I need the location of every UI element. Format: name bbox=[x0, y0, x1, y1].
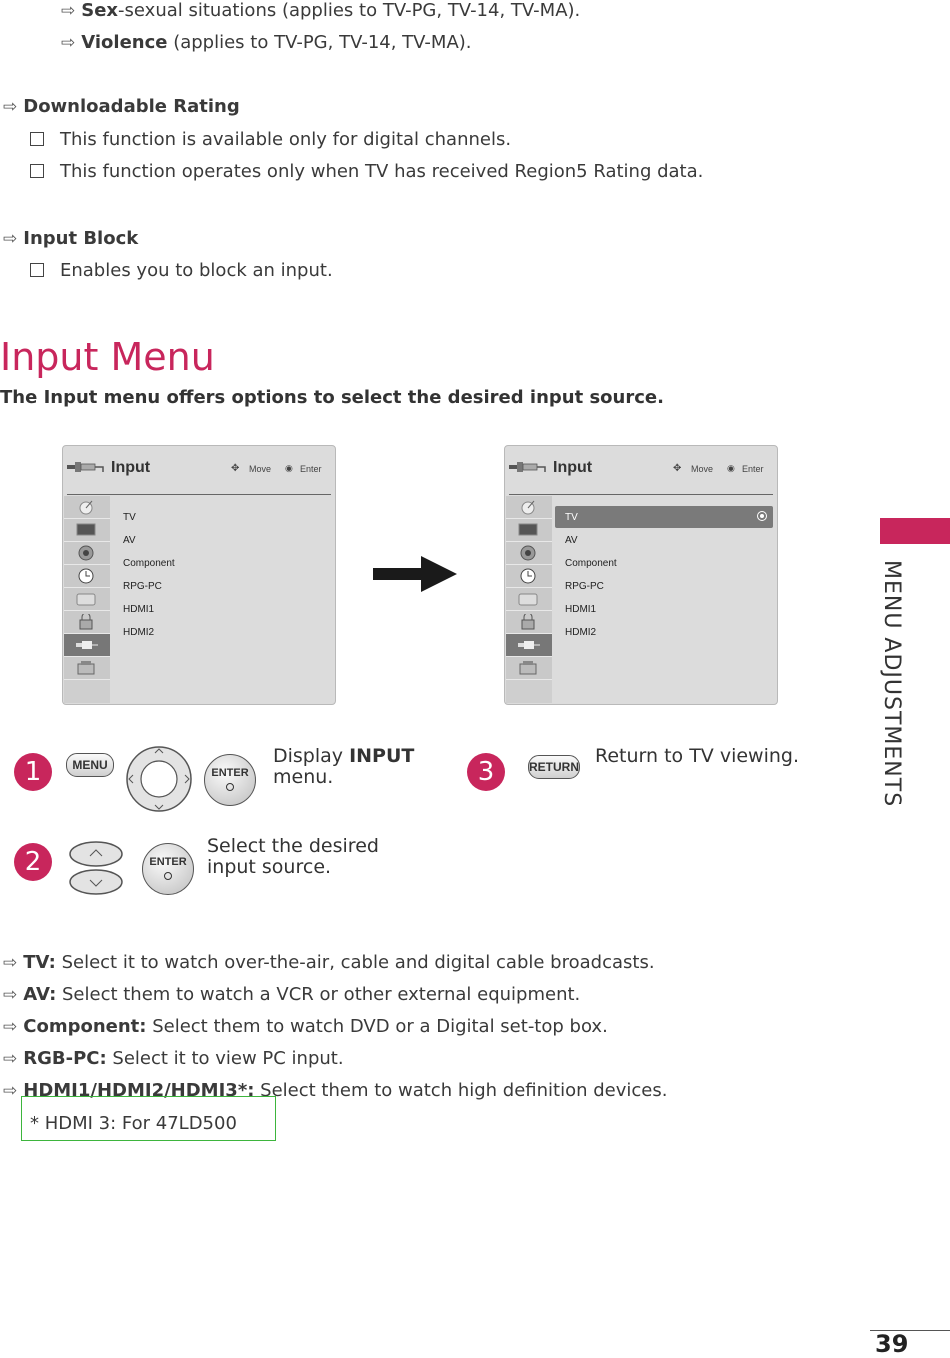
arrow-icon: ⇨ bbox=[3, 953, 18, 973]
selected-item-highlight[interactable] bbox=[555, 506, 773, 528]
sex-label: Sex bbox=[81, 0, 119, 21]
menu-title: Input bbox=[111, 459, 151, 476]
usb-icon[interactable] bbox=[64, 657, 110, 680]
menu-item-av[interactable]: AV bbox=[123, 535, 136, 546]
step-2-text: Select the desired input source. bbox=[207, 835, 379, 878]
plug-icon bbox=[509, 460, 549, 474]
enter-button[interactable] bbox=[204, 754, 256, 806]
arrow-icon: ⇨ bbox=[3, 1017, 18, 1037]
move-label: Move bbox=[691, 464, 714, 474]
page-number: 39 bbox=[875, 1330, 909, 1358]
downloadable-label: Downloadable Rating bbox=[23, 96, 240, 117]
downloadable-heading bbox=[3, 96, 240, 117]
move-icon: ✥ bbox=[231, 463, 240, 474]
plug-icon bbox=[67, 460, 107, 474]
up-down-button-icon[interactable] bbox=[68, 840, 124, 896]
enter-dot-icon bbox=[226, 783, 234, 791]
step-2-badge: 2 bbox=[14, 843, 52, 881]
audio-icon[interactable] bbox=[64, 542, 110, 565]
desc-av: ⇨ AV: Select them to watch a VCR or other external equipment. bbox=[3, 984, 581, 1005]
enter-icon: ◉ bbox=[285, 463, 293, 473]
antenna-icon[interactable] bbox=[64, 496, 110, 519]
move-icon: ✥ bbox=[673, 463, 682, 474]
picture-icon[interactable] bbox=[506, 519, 552, 542]
checkbox-icon bbox=[30, 263, 44, 277]
section-title: Input Menu bbox=[0, 335, 215, 379]
menu-item-av[interactable]: AV bbox=[565, 535, 578, 546]
enter-icon: ◉ bbox=[727, 463, 735, 473]
option-icon[interactable] bbox=[64, 588, 110, 611]
divider bbox=[509, 494, 773, 495]
divider bbox=[67, 494, 331, 495]
input-menu-panel-after bbox=[504, 445, 778, 705]
nav-dpad-icon[interactable] bbox=[125, 745, 193, 813]
input-block-bullet-1 bbox=[30, 260, 333, 281]
bullet-text: This function is available only for digital channels. bbox=[60, 129, 512, 150]
arrow-icon: ⇨ bbox=[3, 1049, 18, 1069]
side-tab-marker bbox=[880, 518, 950, 544]
footnote: * HDMI 3: For 47LD500 bbox=[30, 1113, 237, 1134]
downloadable-bullet-1 bbox=[30, 129, 511, 150]
lock-icon[interactable] bbox=[64, 611, 110, 634]
desc-component: ⇨ Component: Select them to watch DVD or a Digital set-top box. bbox=[3, 1016, 608, 1037]
menu-button[interactable]: MENU bbox=[66, 753, 114, 777]
arrow-icon: ⇨ bbox=[61, 1, 76, 21]
arrow-icon: ⇨ bbox=[61, 33, 76, 53]
clock-icon[interactable] bbox=[506, 565, 552, 588]
picture-icon[interactable] bbox=[64, 519, 110, 542]
input-icon[interactable] bbox=[64, 634, 110, 657]
menu-item-hdmi1[interactable]: HDMI1 bbox=[565, 604, 597, 615]
audio-icon[interactable] bbox=[506, 542, 552, 565]
category-icon-column bbox=[506, 496, 552, 703]
menu-item-tv[interactable]: TV bbox=[565, 512, 578, 523]
category-icon-column bbox=[64, 496, 110, 703]
enter-label: Enter bbox=[742, 464, 764, 474]
menu-item-hdmi2[interactable]: HDMI2 bbox=[565, 627, 597, 638]
enter-dot-icon bbox=[757, 511, 767, 521]
checkbox-icon bbox=[30, 164, 44, 178]
menu-item-tv[interactable]: TV bbox=[123, 512, 136, 523]
antenna-icon[interactable] bbox=[506, 496, 552, 519]
violence-text: (applies to TV-PG, TV-14, TV-MA). bbox=[167, 32, 472, 53]
menu-item-component[interactable]: Component bbox=[565, 558, 617, 569]
enter-button[interactable] bbox=[142, 843, 194, 895]
enter-label: Enter bbox=[300, 464, 322, 474]
input-block-heading bbox=[3, 228, 138, 249]
desc-rgb-pc: ⇨ RGB-PC: Select it to view PC input. bbox=[3, 1048, 344, 1069]
menu-title: Input bbox=[553, 459, 593, 476]
section-subtitle: The Input menu offers options to select the desired input source. bbox=[0, 387, 664, 408]
checkbox-icon bbox=[30, 132, 44, 146]
right-arrow-icon bbox=[373, 554, 459, 594]
sex-line bbox=[61, 0, 580, 21]
step-3-badge: 3 bbox=[467, 753, 505, 791]
usb-icon[interactable] bbox=[506, 657, 552, 680]
desc-tv: ⇨ TV: Select it to watch over-the-air, cable and digital cable broadcasts. bbox=[3, 952, 655, 973]
input-icon[interactable] bbox=[506, 634, 552, 657]
option-icon[interactable] bbox=[506, 588, 552, 611]
input-block-label: Input Block bbox=[23, 228, 139, 249]
desc-hdmi: ⇨ HDMI1/HDMI2/HDMI3*: Select them to watch high definition devices. bbox=[3, 1080, 668, 1101]
side-label: MENU ADJUSTMENTS bbox=[879, 560, 904, 808]
move-label: Move bbox=[249, 464, 272, 474]
sex-text: -sexual situations (applies to TV-PG, TV-14, TV-MA). bbox=[118, 0, 581, 21]
menu-item-hdmi2[interactable]: HDMI2 bbox=[123, 627, 155, 638]
lock-icon[interactable] bbox=[506, 611, 552, 634]
menu-item-rpg-pc[interactable]: RPG-PC bbox=[565, 581, 604, 592]
step-1-badge: 1 bbox=[14, 753, 52, 791]
downloadable-bullet-2 bbox=[30, 161, 703, 182]
step-1-text: Display INPUT menu. bbox=[273, 745, 415, 788]
arrow-icon: ⇨ bbox=[3, 97, 18, 117]
violence-line bbox=[61, 32, 472, 53]
menu-item-component[interactable]: Component bbox=[123, 558, 175, 569]
input-menu-panel-before bbox=[62, 445, 336, 705]
enter-button-label: ENTER bbox=[211, 767, 249, 779]
arrow-icon: ⇨ bbox=[3, 229, 18, 249]
menu-item-rpg-pc[interactable]: RPG-PC bbox=[123, 581, 162, 592]
arrow-icon: ⇨ bbox=[3, 985, 18, 1005]
step-3-text: Return to TV viewing. bbox=[595, 745, 800, 767]
enter-dot-icon bbox=[164, 872, 172, 880]
return-button[interactable]: RETURN bbox=[528, 755, 580, 779]
arrow-icon: ⇨ bbox=[3, 1081, 18, 1101]
clock-icon[interactable] bbox=[64, 565, 110, 588]
enter-button-label: ENTER bbox=[149, 856, 187, 868]
menu-item-hdmi1[interactable]: HDMI1 bbox=[123, 604, 155, 615]
bullet-text: Enables you to block an input. bbox=[60, 260, 333, 281]
violence-label: Violence bbox=[81, 32, 168, 53]
bullet-text: This function operates only when TV has received Region5 Rating data. bbox=[60, 161, 704, 182]
